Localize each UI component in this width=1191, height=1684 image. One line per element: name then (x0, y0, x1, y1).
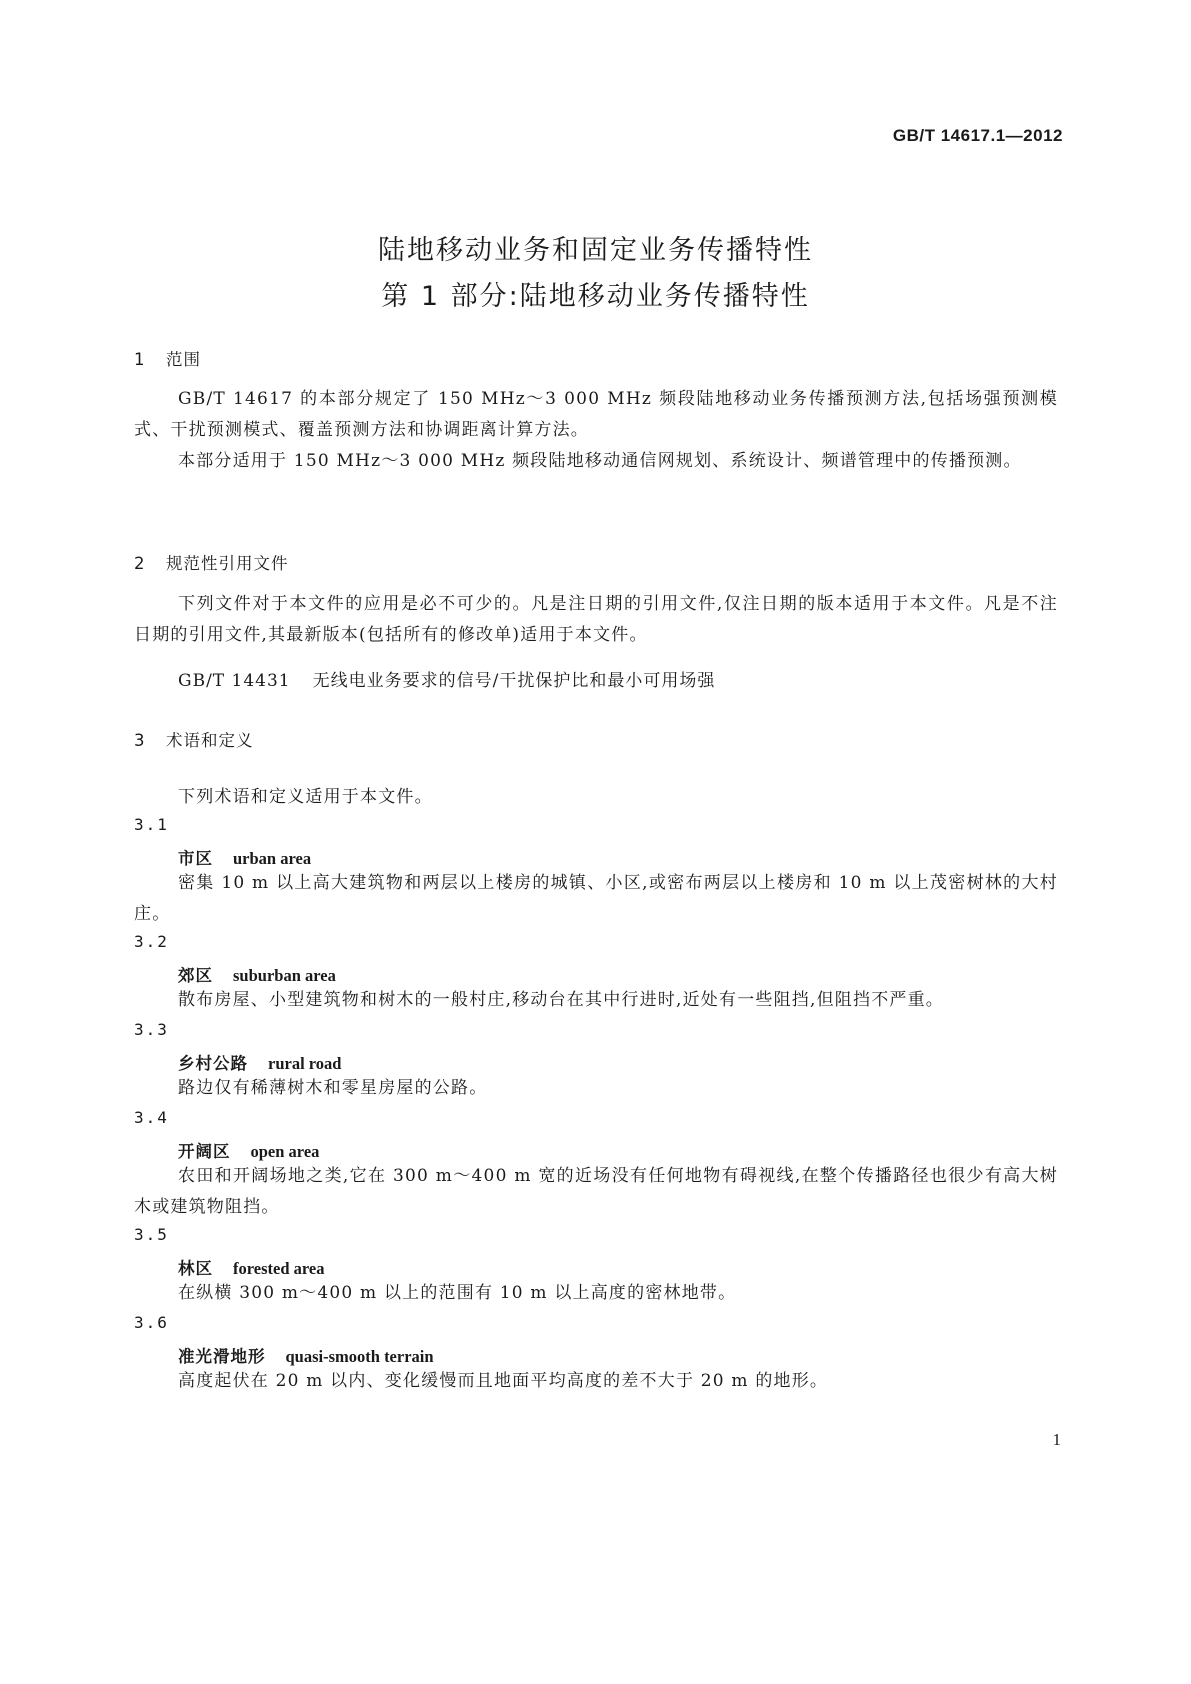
section-title: 规范性引用文件 (166, 554, 289, 573)
term-definition: 高度起伏在 20 m 以内、变化缓慢而且地面平均高度的差不大于 20 m 的地形。 (178, 1371, 829, 1391)
term-english: rural road (268, 1054, 342, 1073)
term-english: suburban area (233, 966, 336, 985)
section-3-intro: 下列术语和定义适用于本文件。 (178, 787, 433, 807)
term-number: 3.1 (134, 815, 169, 834)
term-number: 3.2 (134, 932, 169, 951)
section-1-heading (134, 346, 201, 370)
section-1-paragraph-1: GB/T 14617 的本部分规定了 150 MHz～3 000 MHz 频段陆地移动业务传播预测方法,包括场强预测模式、干扰预测模式、覆盖预测方法和协调距离计算方法。 (134, 389, 1058, 440)
term-heading (178, 1050, 342, 1074)
section-2-heading (134, 550, 289, 574)
term-chinese: 郊区 (178, 966, 213, 985)
section-number: 1 (134, 350, 146, 369)
section-number: 3 (134, 731, 146, 750)
section-title: 术语和定义 (166, 731, 254, 750)
term-english: urban area (233, 849, 312, 868)
reference-title: 无线电业务要求的信号/干扰保护比和最小可用场强 (312, 671, 716, 691)
page-number: 1 (1052, 1430, 1061, 1449)
term-definition: 散布房屋、小型建筑物和树木的一般村庄,移动台在其中行进时,近处有一些阻挡,但阻挡不严重。 (178, 990, 945, 1010)
term-heading (178, 1255, 324, 1279)
term-english: quasi-smooth terrain (285, 1347, 434, 1366)
term-heading (178, 845, 311, 869)
term-heading (178, 1343, 434, 1367)
term-definition: 在纵横 300 m～400 m 以上的范围有 10 m 以上高度的密林地带。 (178, 1283, 737, 1303)
term-number: 3.3 (134, 1020, 169, 1039)
term-english: open area (250, 1142, 320, 1161)
section-title: 范围 (166, 350, 201, 369)
reference-code: GB/T 14431 (178, 671, 291, 691)
normative-reference (178, 666, 715, 691)
term-number: 3.4 (134, 1108, 169, 1127)
document-title-line-1: 陆地移动业务和固定业务传播特性 (378, 235, 813, 266)
document-title-line-2: 第 1 部分:陆地移动业务传播特性 (381, 281, 810, 312)
section-3-heading (134, 727, 254, 751)
term-number: 3.6 (134, 1313, 169, 1332)
term-chinese: 开阔区 (178, 1142, 231, 1161)
term-chinese: 市区 (178, 849, 213, 868)
section-number: 2 (134, 554, 146, 573)
term-heading (178, 1138, 319, 1162)
section-1-paragraph-2: 本部分适用于 150 MHz～3 000 MHz 频段陆地移动通信网规划、系统设计、频谱管理中的传播预测。 (178, 451, 1022, 471)
term-chinese: 准光滑地形 (178, 1347, 266, 1366)
term-definition: 密集 10 m 以上高大建筑物和两层以上楼房的城镇、小区,或密布两层以上楼房和 10 m 以上茂密树林的大村庄。 (134, 873, 1058, 924)
term-definition: 农田和开阔场地之类,它在 300 m～400 m 宽的近场没有任何地物有碍视线,在整个传播路径也很少有高大树木或建筑物阻挡。 (134, 1166, 1058, 1217)
term-chinese: 林区 (178, 1259, 213, 1278)
term-number: 3.5 (134, 1225, 169, 1244)
term-english: forested area (233, 1259, 325, 1278)
term-heading (178, 962, 336, 986)
section-2-paragraph-1: 下列文件对于本文件的应用是必不可少的。凡是注日期的引用文件,仅注日期的版本适用于本文件。凡是不注日期的引用文件,其最新版本(包括所有的修改单)适用于本文件。 (134, 594, 1058, 645)
term-chinese: 乡村公路 (178, 1054, 248, 1073)
term-definition: 路边仅有稀薄树木和零星房屋的公路。 (178, 1078, 488, 1098)
standard-number: GB/T 14617.1—2012 (892, 126, 1063, 145)
